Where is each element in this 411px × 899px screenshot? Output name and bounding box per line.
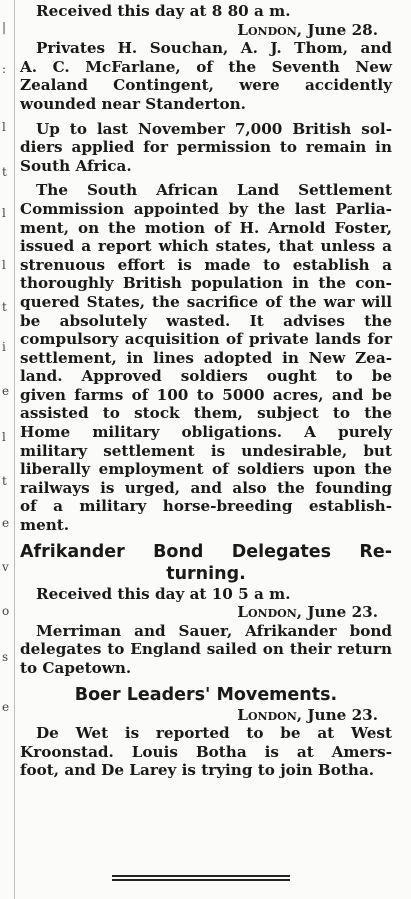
text-line: Commission appointed by the last Parlia- (20, 199, 392, 218)
text-line: Kroonstad. Louis Botha is at Amers- (20, 742, 392, 761)
paragraph-casualties (20, 39, 392, 113)
dateline (20, 21, 392, 40)
text-line: The South African Land Settlement (36, 181, 392, 200)
headline-line: turning. (166, 563, 246, 584)
gutter-mark: i (2, 340, 6, 354)
text-line: A. C. McFarlane, of the Seventh New (20, 57, 392, 76)
text-line: military settlement is undesirable, but (20, 441, 392, 460)
gutter-mark: : (2, 62, 7, 76)
paragraph-boer-movements (20, 724, 392, 780)
headline-boer-leaders (20, 684, 392, 706)
text-line: of a military horse-breeding establish- (20, 497, 392, 516)
headline-line: Afrikander Bond Delegates Re- (20, 541, 392, 562)
end-of-article-rule (112, 873, 290, 883)
article-column (20, 2, 392, 786)
paragraph-land-settlement (20, 181, 392, 534)
dateline-date: June 28. (307, 20, 378, 39)
gutter-mark: o (2, 604, 10, 618)
text-line: strenuous effort is made to establish a (20, 255, 392, 274)
gutter-mark: | (2, 20, 7, 34)
paragraph-soldiers-remain (20, 120, 392, 176)
dateline (20, 603, 392, 622)
received-note: Received this day at 10 5 a m. (36, 584, 291, 603)
dateline-city: London, (237, 603, 303, 622)
received-note: Received this day at 8 80 a m. (36, 2, 291, 20)
text-line: be absolutely wasted. It advises the (20, 311, 392, 330)
dateline-city: London, (237, 705, 303, 724)
rule-line (112, 879, 290, 881)
paragraph-delegates-return (20, 622, 392, 678)
rule-line (112, 875, 290, 877)
gutter-mark: l (2, 430, 6, 444)
text-line: Up to last November 7,000 British sol- (36, 119, 392, 138)
dateline-date: June 23. (307, 603, 378, 622)
adjacent-column-gutter (0, 0, 15, 899)
text-line: De Wet is reported to be at West (36, 724, 392, 743)
text-line: compulsory acquisition of private lands for (20, 330, 392, 349)
text-line: ment. (20, 516, 70, 535)
dateline-date: June 23. (307, 705, 378, 724)
text-line: assisted to stock them, subject to the (20, 404, 392, 423)
text-line: thoroughly British population in the con- (20, 274, 392, 293)
text-line: given farms of 100 to 5000 acres, and be (20, 385, 392, 404)
text-line: quered States, the sacrifice of the war will (20, 292, 392, 311)
gutter-mark: t (2, 474, 7, 488)
gutter-mark: e (2, 516, 10, 530)
gutter-mark: e (2, 384, 10, 398)
gutter-mark: t (2, 165, 7, 179)
text-line: railways is urged, and also the founding (20, 478, 392, 497)
gutter-mark: e (2, 700, 10, 714)
gutter-mark: v (2, 560, 9, 574)
dateline-city: London, (237, 20, 303, 39)
text-line: settlement, in lines adopted in New Zea- (20, 348, 392, 367)
text-line: diers applied for permission to remain in (20, 138, 392, 157)
gutter-mark: l (2, 258, 6, 272)
gutter-mark: t (2, 300, 7, 314)
gutter-mark: l (2, 120, 6, 134)
text-line: ment, on the motion of H. Arnold Foster, (20, 218, 392, 237)
text-line: Merriman and Sauer, Afrikander bond (36, 621, 392, 640)
text-line: land. Approved soldiers ought to be (20, 367, 392, 386)
text-line: issued a report which states, that unless a (20, 237, 392, 256)
text-line: delegates to England sailed on their return (20, 640, 392, 659)
dateline (20, 706, 392, 725)
text-line: to Capetown. (20, 659, 132, 677)
text-line: Home military obligations. A purely (20, 423, 392, 442)
text-line: foot, and De Larey is trying to join Botha. (20, 761, 375, 780)
text-line: wounded near Standerton. (20, 94, 246, 113)
headline-bond-delegates (20, 541, 392, 585)
text-line: Zealand Contingent, were accidently (20, 76, 392, 95)
text-line: Privates H. Souchan, A. J. Thom, and (36, 39, 392, 58)
gutter-mark: l (2, 206, 6, 220)
headline-line: Boer Leaders' Movements. (74, 684, 338, 705)
text-line: liberally employment of soldiers upon the (20, 460, 392, 479)
text-line: South Africa. (20, 156, 132, 175)
gutter-mark: s (2, 650, 9, 664)
